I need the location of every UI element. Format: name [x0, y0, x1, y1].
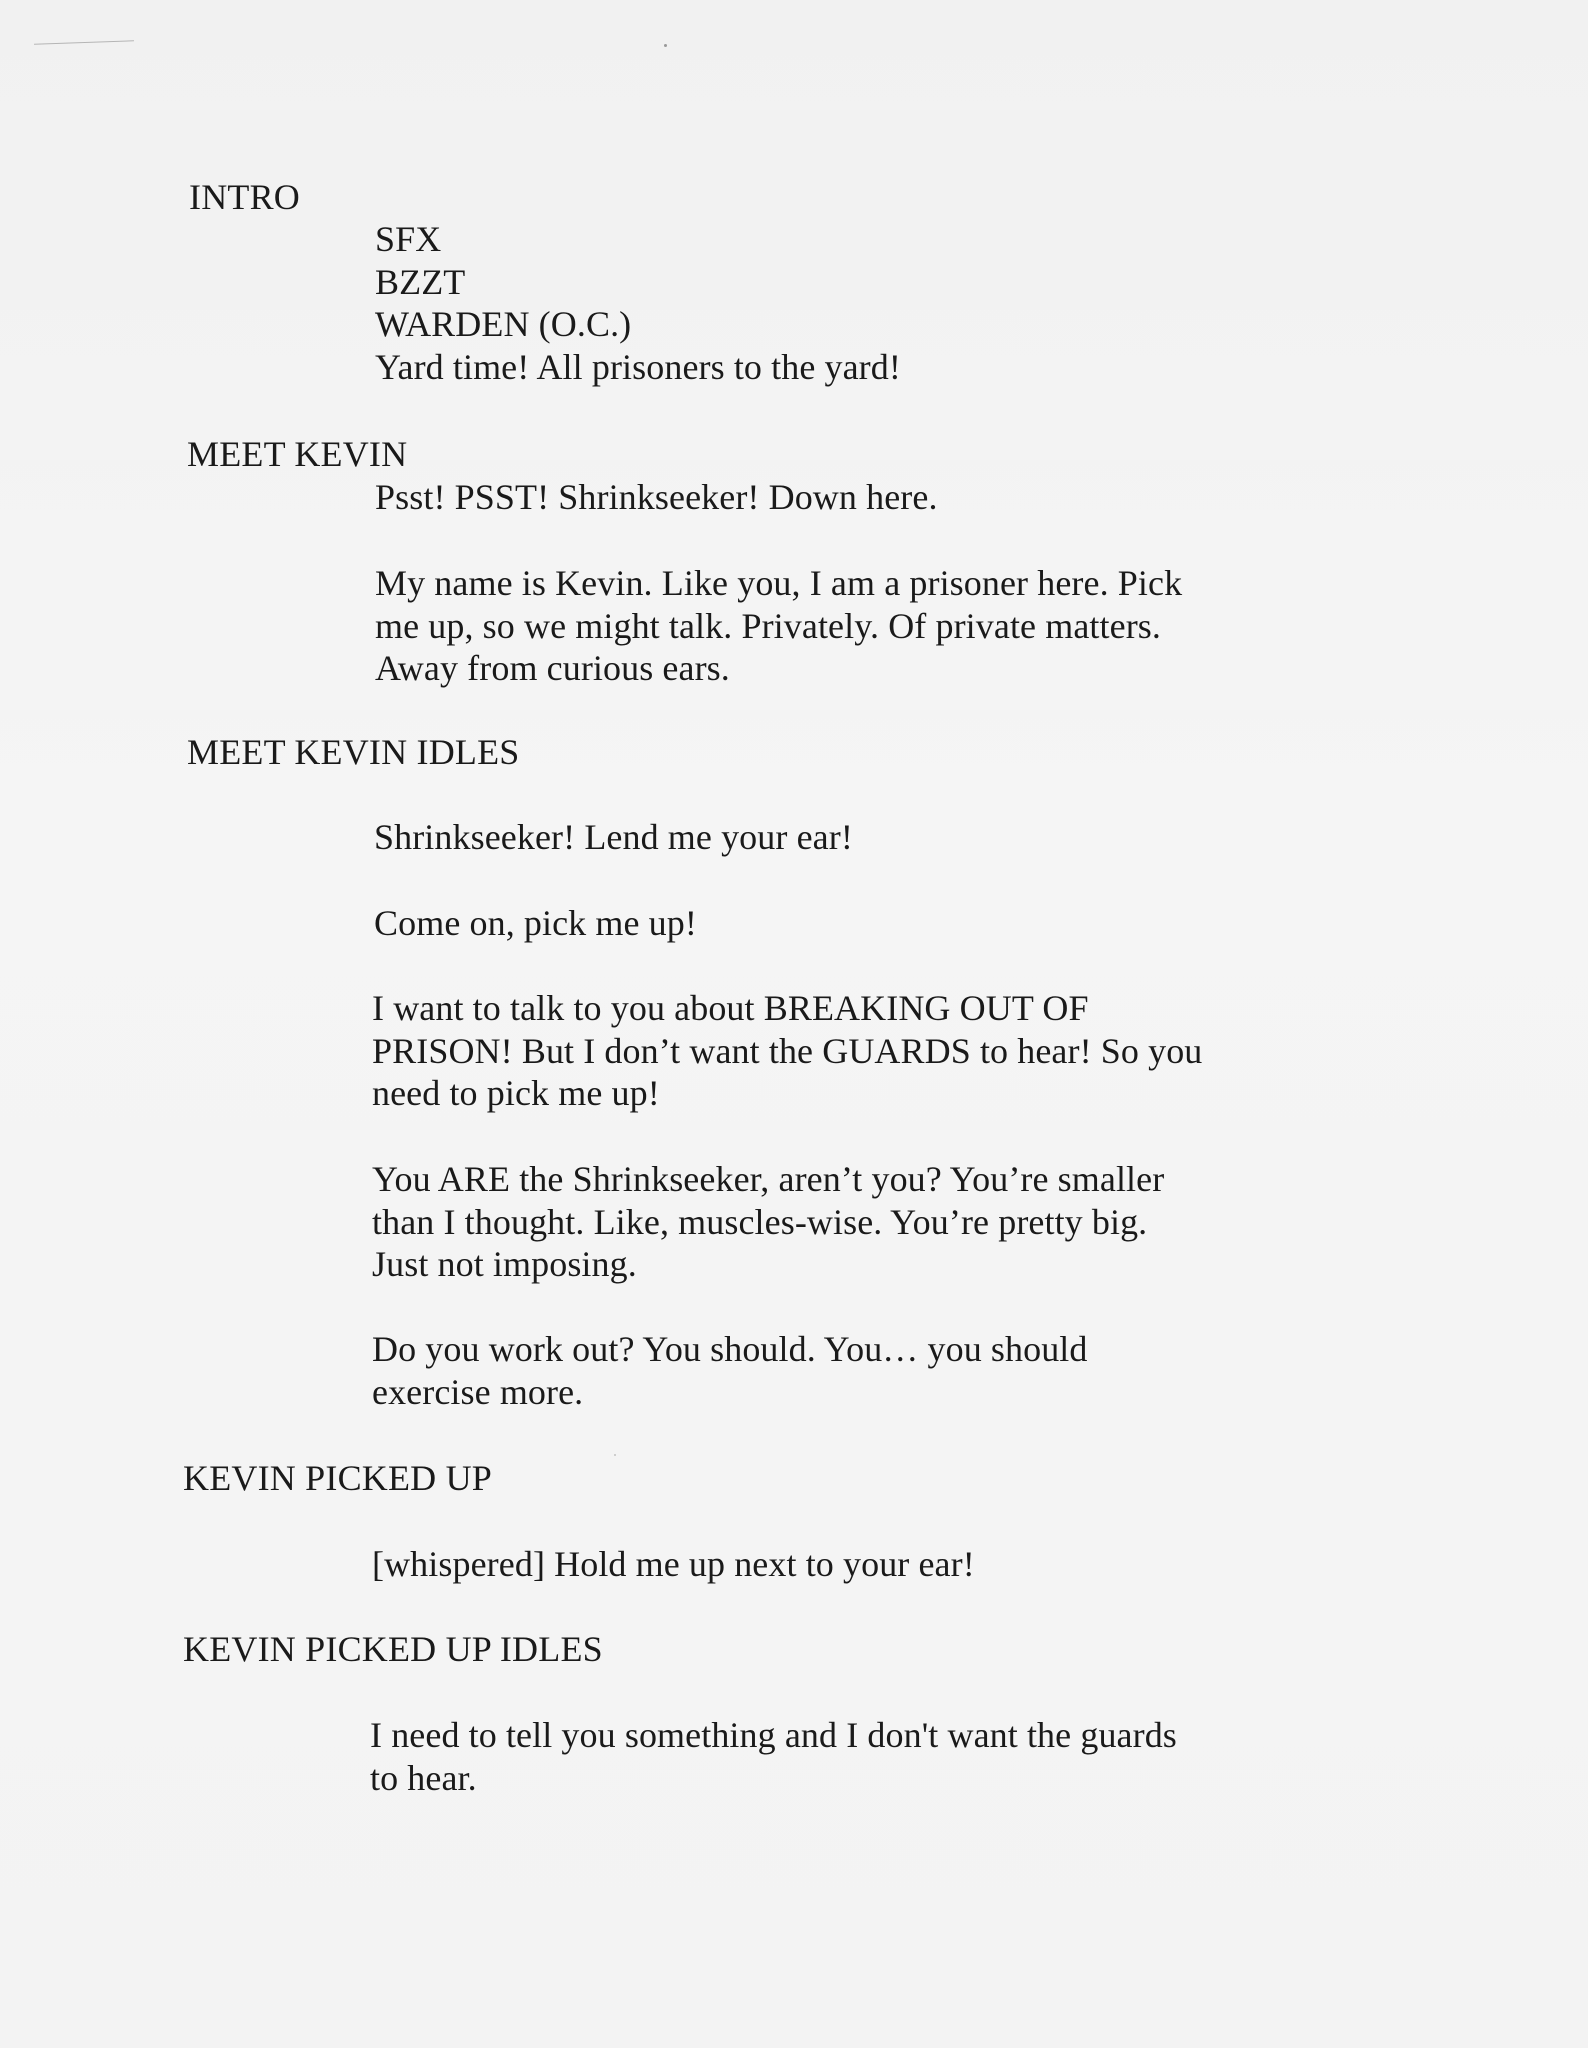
scan-mark — [34, 40, 134, 44]
section-heading: MEET KEVIN — [187, 434, 408, 474]
scan-speck — [614, 1454, 616, 1456]
dialogue-line: Psst! PSST! Shrinkseeker! Down here. — [375, 477, 938, 517]
dialogue-block — [372, 987, 1202, 1115]
section-heading: MEET KEVIN IDLES — [187, 732, 520, 772]
dialogue-line: BZZT — [375, 261, 466, 302]
dialogue-line: My name is Kevin. Like you, I am a prisoner here. Pick — [375, 563, 1183, 603]
dialogue-block — [374, 816, 853, 859]
dialogue-line: Do you work out? You should. You… you should — [372, 1329, 1088, 1369]
dialogue-line: to hear. — [370, 1757, 477, 1798]
dialogue-line: Shrinkseeker! Lend me your ear! — [374, 817, 853, 857]
dialogue-line: me up, so we might talk. Privately. Of private matters. — [375, 605, 1161, 646]
dialogue-line: I need to tell you something and I don't want the guards — [370, 1715, 1177, 1755]
dialogue-block — [372, 1158, 1164, 1286]
dialogue-line: I want to talk to you about BREAKING OUT OF — [372, 988, 1089, 1028]
dialogue-line: Come on, pick me up! — [374, 903, 697, 943]
dialogue-block — [375, 476, 938, 519]
scan-speck — [664, 44, 667, 47]
dialogue-block — [374, 902, 697, 945]
dialogue-line: SFX — [375, 219, 442, 259]
dialogue-block — [370, 1714, 1177, 1799]
dialogue-line: exercise more. — [372, 1371, 584, 1412]
dialogue-line: Just not imposing. — [372, 1244, 637, 1284]
dialogue-line: WARDEN (O.C.) — [375, 304, 632, 344]
dialogue-line: Yard time! All prisoners to the yard! — [375, 346, 901, 387]
dialogue-block — [372, 1328, 1088, 1413]
dialogue-line: than I thought. Like, muscles-wise. You’re pretty big. — [372, 1201, 1148, 1242]
dialogue-line: Away from curious ears. — [375, 648, 730, 688]
dialogue-block — [372, 1543, 975, 1586]
dialogue-line: You ARE the Shrinkseeker, aren’t you? You’re smaller — [372, 1159, 1165, 1199]
section-heading: KEVIN PICKED UP — [183, 1458, 492, 1498]
dialogue-line: need to pick me up! — [372, 1073, 660, 1113]
section-heading: INTRO — [189, 177, 300, 217]
dialogue-line: [whispered] Hold me up next to your ear! — [372, 1544, 975, 1584]
dialogue-block — [375, 218, 901, 388]
dialogue-block — [375, 562, 1182, 690]
section-heading: KEVIN PICKED UP IDLES — [183, 1629, 603, 1669]
dialogue-line: PRISON! But I don’t want the GUARDS to hear! So you — [372, 1030, 1203, 1071]
